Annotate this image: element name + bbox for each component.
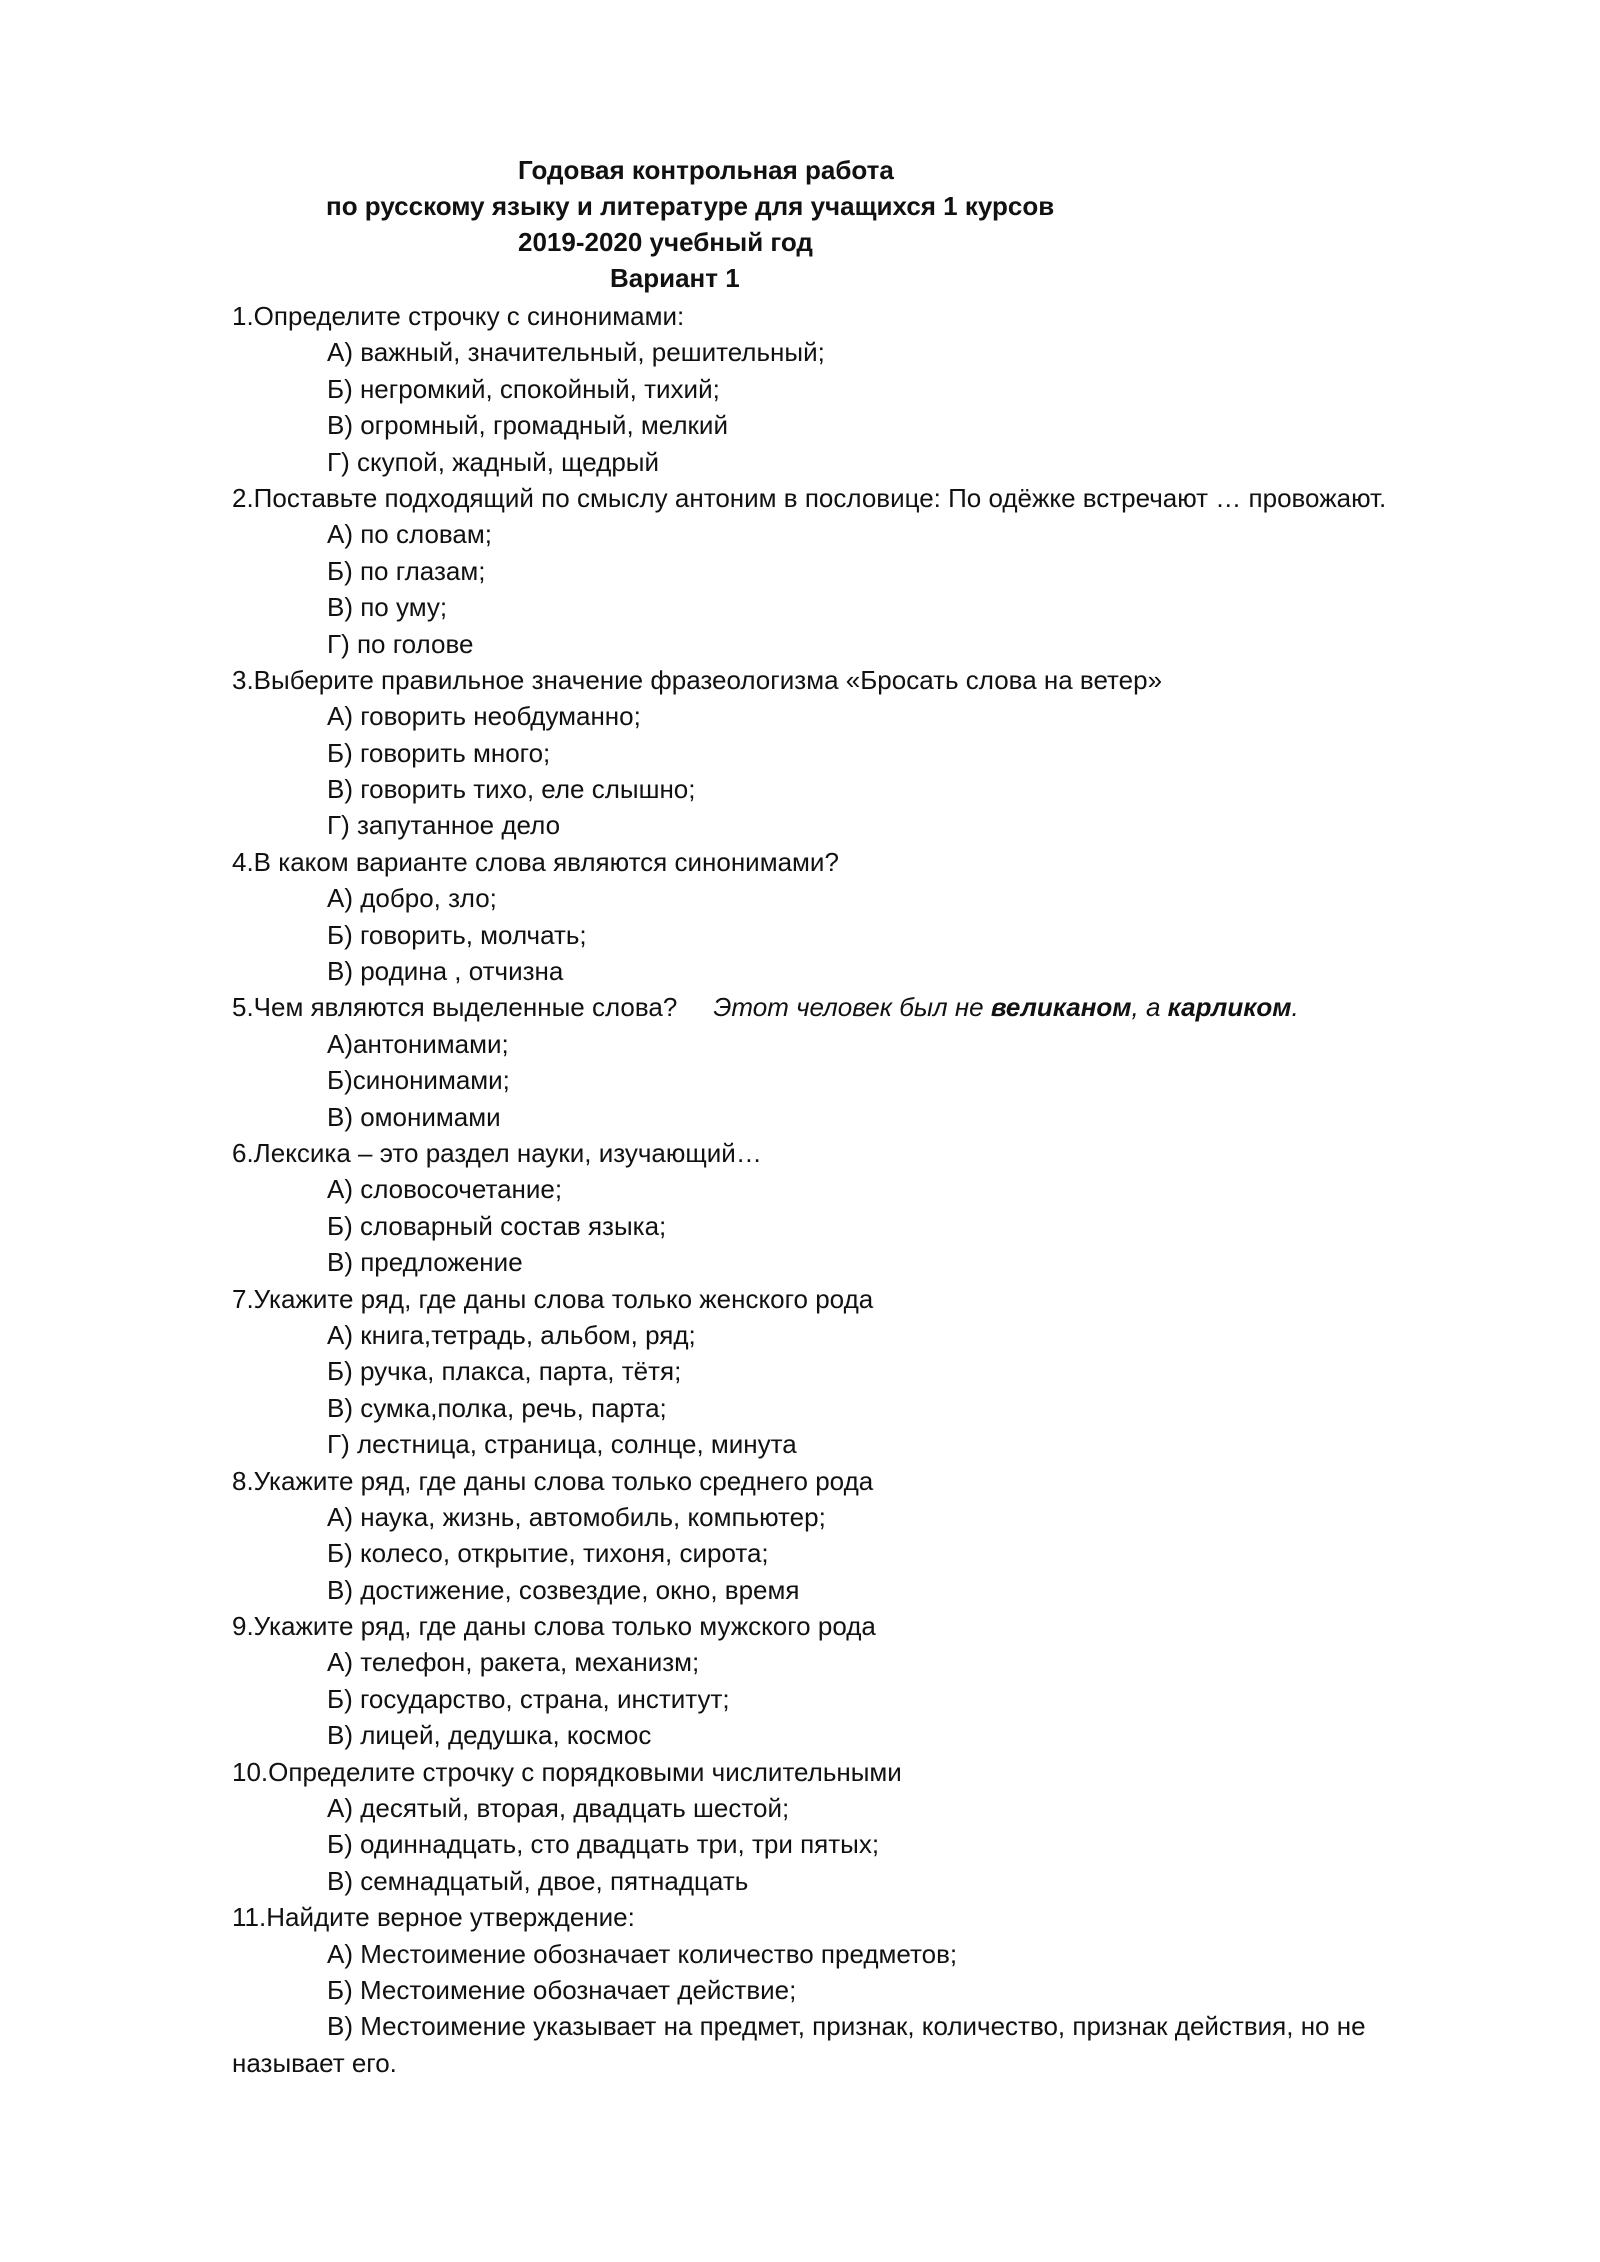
answer-option: В) омонимами — [327, 1101, 501, 1132]
questions-list — [232, 298, 1472, 2081]
answer-option: В) предложение — [327, 1247, 523, 1278]
answer-option-continued: В) Местоимение указывает на предмет, признак, количество, признак действия, но не — [327, 2011, 1366, 2042]
answer-option: Б) негромкий, спокойный, тихий; — [327, 373, 720, 404]
answer-option: Б) словарный состав языка; — [327, 1210, 667, 1241]
example-part-2: , а — [1131, 992, 1168, 1023]
question-2: 2.Поставьте подходящий по смыслу антоним в пословице: По одёжке встречают … провожают. — [232, 482, 1387, 513]
highlighted-word-1: великаном — [990, 992, 1132, 1023]
answer-option: А) словосочетание; — [327, 1174, 563, 1205]
answer-option: Б) Местоимение обозначает действие; — [327, 1974, 797, 2005]
answer-option: А) книга,тетрадь, альбом, ряд; — [327, 1319, 696, 1350]
variant-label: Вариант 1 — [610, 263, 740, 293]
answer-option: Г) лестница, страница, солнце, минута — [327, 1429, 797, 1460]
answer-option: А) десятый, вторая, двадцать шестой; — [327, 1793, 790, 1824]
example-part-1: Этот человек был не — [713, 992, 991, 1023]
question-8: 8.Укажите ряд, где даны слова только среднего рода — [232, 1465, 874, 1496]
title-line-2: по русскому языку и литературе для учащихся 1 курсов — [326, 191, 1055, 221]
answer-option: Б) говорить, молчать; — [327, 919, 587, 950]
answer-option: В) семнадцатый, двое, пятнадцать — [327, 1865, 749, 1896]
question-10: 10.Определите строчку с порядковыми числительными — [232, 1756, 902, 1787]
question-5 — [232, 989, 1472, 1025]
answer-option-continuation: называет его. — [232, 2047, 397, 2078]
question-5-text: 5.Чем являются выделенные слова? — [232, 992, 678, 1023]
question-11: 11.Найдите верное утверждение: — [232, 1902, 635, 1933]
answer-option: Б) ручка, плакса, парта, тётя; — [327, 1356, 682, 1387]
answer-option: Б) по глазам; — [327, 555, 486, 586]
answer-option: А) говорить необдуманно; — [327, 701, 641, 732]
answer-option: Б)синонимами; — [327, 1065, 510, 1096]
highlighted-word-2: карликом — [1167, 992, 1292, 1023]
answer-option: В) лицей, дедушка, космос — [327, 1720, 652, 1751]
answer-option: А) наука, жизнь, автомобиль, компьютер; — [327, 1501, 826, 1532]
answer-option: В) говорить тихо, еле слышно; — [327, 774, 696, 805]
question-6: 6.Лексика – это раздел науки, изучающий… — [232, 1137, 762, 1168]
example-sentence — [713, 992, 1298, 1022]
answer-option: Б) государство, страна, институт; — [327, 1683, 730, 1714]
title-line-1: Годовая контрольная работа — [518, 155, 894, 185]
answer-option: Б) колесо, открытие, тихоня, сирота; — [327, 1538, 769, 1569]
answer-option: А) важный, значительный, решительный; — [327, 337, 825, 368]
answer-option: В) достижение, созвездие, окно, время — [327, 1574, 800, 1605]
answer-option: А) Местоимение обозначает количество предметов; — [327, 1938, 958, 1969]
answer-option: Г) по голове — [327, 628, 474, 659]
answer-option: А)антонимами; — [327, 1028, 509, 1059]
example-part-3: . — [1291, 992, 1299, 1023]
title-line-3: 2019-2020 учебный год — [518, 227, 813, 257]
answer-option: Б) говорить много; — [327, 737, 551, 768]
answer-option: В) родина , отчизна — [327, 956, 564, 987]
answer-option: Б) одиннадцать, сто двадцать три, три пятых; — [327, 1829, 880, 1860]
answer-option: Г) запутанное дело — [327, 810, 561, 841]
answer-option: А) телефон, ракета, механизм; — [327, 1647, 700, 1678]
question-9: 9.Укажите ряд, где даны слова только мужского рода — [232, 1611, 876, 1642]
answer-option: В) по уму; — [327, 592, 448, 623]
answer-option: А) добро, зло; — [327, 883, 497, 914]
answer-option: В) сумка,полка, речь, парта; — [327, 1392, 667, 1423]
answer-option: А) по словам; — [327, 519, 492, 550]
answer-option: Г) скупой, жадный, щедрый — [327, 446, 660, 477]
question-4: 4.В каком варианте слова являются синонимами? — [232, 846, 839, 877]
question-3: 3.Выберите правильное значение фразеологизма «Бросать слова на ветер» — [232, 664, 1163, 695]
question-1: 1.Определите строчку с синонимами: — [232, 301, 685, 331]
question-7: 7.Укажите ряд, где даны слова только женского рода — [232, 1283, 874, 1314]
answer-option: В) огромный, громадный, мелкий — [327, 410, 728, 441]
